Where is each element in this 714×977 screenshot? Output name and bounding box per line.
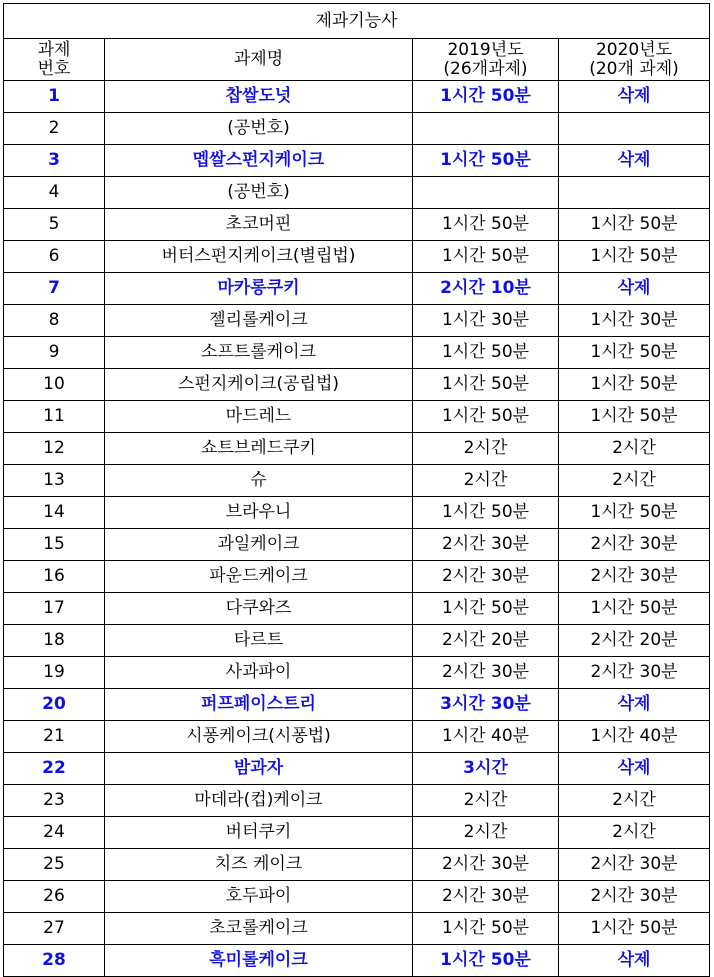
task-number-cell: 9	[4, 337, 105, 369]
task-number-cell: 17	[4, 593, 105, 625]
table-row	[4, 209, 710, 241]
task-number-cell: 18	[4, 625, 105, 657]
table-row	[4, 401, 710, 433]
time-2020-cell: 1시간 40분	[559, 721, 710, 753]
time-2019-cell: 2시간 30분	[413, 849, 559, 881]
table-title: 제과기능사	[4, 4, 710, 39]
table-row	[4, 913, 710, 945]
time-2020-cell: 2시간 30분	[559, 849, 710, 881]
task-name-cell: 찹쌀도넛	[105, 81, 413, 113]
task-number-cell: 20	[4, 689, 105, 721]
table-row	[4, 241, 710, 273]
time-2019-cell: 1시간 50분	[413, 497, 559, 529]
header-task-number-line2: 번호	[37, 58, 71, 79]
time-2020-cell: 2시간 30분	[559, 657, 710, 689]
table-row	[4, 81, 710, 113]
table-header-row	[4, 39, 710, 81]
table-row	[4, 113, 710, 145]
table-row	[4, 753, 710, 785]
header-2019-line1: 2019년도	[447, 39, 524, 60]
time-2019-cell: 1시간 40분	[413, 721, 559, 753]
task-name-cell: 마카롱쿠키	[105, 273, 413, 305]
time-2019-cell: 3시간	[413, 753, 559, 785]
task-number-cell: 15	[4, 529, 105, 561]
header-2020-line1: 2020년도	[595, 39, 673, 60]
task-name-cell: 젤리롤케이크	[105, 305, 413, 337]
time-2019-cell: 1시간 50분	[413, 401, 559, 433]
time-2020-cell: 삭제	[559, 753, 710, 785]
table-row	[4, 497, 710, 529]
task-number-cell: 7	[4, 273, 105, 305]
time-2019-cell: 1시간 50분	[413, 369, 559, 401]
time-2020-cell	[559, 113, 710, 145]
exam-task-table	[3, 3, 710, 977]
header-task-number-line1: 과제	[37, 39, 71, 60]
task-number-cell: 11	[4, 401, 105, 433]
table-row	[4, 337, 710, 369]
task-number-cell: 2	[4, 113, 105, 145]
time-2019-cell: 2시간 30분	[413, 529, 559, 561]
time-2020-cell: 2시간 30분	[559, 881, 710, 913]
time-2020-cell: 1시간 50분	[559, 241, 710, 273]
header-2019	[413, 39, 559, 81]
task-number-cell: 12	[4, 433, 105, 465]
task-number-cell: 25	[4, 849, 105, 881]
time-2020-cell: 2시간 30분	[559, 529, 710, 561]
task-name-cell: 시퐁케이크(시퐁법)	[105, 721, 413, 753]
task-name-cell: 치즈 케이크	[105, 849, 413, 881]
time-2019-cell: 2시간 10분	[413, 273, 559, 305]
time-2019-cell: 2시간 30분	[413, 657, 559, 689]
time-2019-cell: 2시간	[413, 817, 559, 849]
header-2020-line2: (20개 과제)	[589, 58, 679, 79]
time-2020-cell: 1시간 50분	[559, 913, 710, 945]
time-2019-cell: 2시간 20분	[413, 625, 559, 657]
task-name-cell: 과일케이크	[105, 529, 413, 561]
time-2019-cell: 1시간 50분	[413, 81, 559, 113]
task-number-cell: 16	[4, 561, 105, 593]
table-row	[4, 689, 710, 721]
task-number-cell: 27	[4, 913, 105, 945]
task-name-cell: 버터스펀지케이크(별립법)	[105, 241, 413, 273]
task-number-cell: 10	[4, 369, 105, 401]
table-row	[4, 657, 710, 689]
time-2019-cell: 1시간 50분	[413, 593, 559, 625]
time-2020-cell: 2시간 30분	[559, 561, 710, 593]
task-name-cell: 사과파이	[105, 657, 413, 689]
table-row	[4, 721, 710, 753]
task-name-cell: 초코머핀	[105, 209, 413, 241]
task-number-cell: 1	[4, 81, 105, 113]
table-row	[4, 945, 710, 977]
time-2020-cell: 1시간 50분	[559, 593, 710, 625]
task-name-cell: 소프트롤케이크	[105, 337, 413, 369]
table-row	[4, 625, 710, 657]
task-name-cell: 호두파이	[105, 881, 413, 913]
table-row	[4, 369, 710, 401]
task-name-cell: 마드레느	[105, 401, 413, 433]
table-row	[4, 561, 710, 593]
table-row	[4, 305, 710, 337]
header-2019-line2: (26개과제)	[443, 58, 528, 79]
time-2019-cell: 2시간	[413, 433, 559, 465]
task-name-cell: 브라우니	[105, 497, 413, 529]
time-2020-cell	[559, 177, 710, 209]
task-number-cell: 21	[4, 721, 105, 753]
task-number-cell: 6	[4, 241, 105, 273]
table-row	[4, 593, 710, 625]
time-2019-cell	[413, 113, 559, 145]
time-2019-cell	[413, 177, 559, 209]
task-number-cell: 26	[4, 881, 105, 913]
time-2020-cell: 2시간 20분	[559, 625, 710, 657]
task-number-cell: 3	[4, 145, 105, 177]
task-name-cell: (공번호)	[105, 113, 413, 145]
table-row	[4, 785, 710, 817]
task-number-cell: 22	[4, 753, 105, 785]
time-2019-cell: 1시간 50분	[413, 337, 559, 369]
task-name-cell: 스펀지케이크(공립법)	[105, 369, 413, 401]
time-2020-cell: 2시간	[559, 817, 710, 849]
task-number-cell: 28	[4, 945, 105, 977]
task-number-cell: 24	[4, 817, 105, 849]
task-name-cell: 다쿠와즈	[105, 593, 413, 625]
task-name-cell: 버터쿠키	[105, 817, 413, 849]
task-name-cell: 마데라(컵)케이크	[105, 785, 413, 817]
time-2020-cell: 2시간	[559, 465, 710, 497]
time-2020-cell: 2시간	[559, 785, 710, 817]
time-2019-cell: 1시간 50분	[413, 945, 559, 977]
task-name-cell: 파운드케이크	[105, 561, 413, 593]
time-2019-cell: 1시간 50분	[413, 209, 559, 241]
time-2020-cell: 삭제	[559, 273, 710, 305]
time-2019-cell: 1시간 30분	[413, 305, 559, 337]
task-name-cell: 쇼트브레드쿠키	[105, 433, 413, 465]
time-2020-cell: 삭제	[559, 689, 710, 721]
task-number-cell: 4	[4, 177, 105, 209]
time-2020-cell: 1시간 50분	[559, 369, 710, 401]
time-2019-cell: 2시간	[413, 465, 559, 497]
time-2020-cell: 삭제	[559, 945, 710, 977]
time-2020-cell: 1시간 50분	[559, 401, 710, 433]
task-number-cell: 14	[4, 497, 105, 529]
table-row	[4, 433, 710, 465]
task-name-cell: 퍼프페이스트리	[105, 689, 413, 721]
table-row	[4, 881, 710, 913]
time-2019-cell: 1시간 50분	[413, 913, 559, 945]
table-row	[4, 177, 710, 209]
time-2020-cell: 1시간 50분	[559, 209, 710, 241]
task-name-cell: 슈	[105, 465, 413, 497]
task-number-cell: 19	[4, 657, 105, 689]
time-2020-cell: 삭제	[559, 81, 710, 113]
table-row	[4, 529, 710, 561]
time-2019-cell: 2시간 30분	[413, 561, 559, 593]
time-2019-cell: 2시간	[413, 785, 559, 817]
time-2020-cell: 1시간 50분	[559, 497, 710, 529]
time-2019-cell: 1시간 50분	[413, 145, 559, 177]
time-2020-cell: 2시간	[559, 433, 710, 465]
time-2020-cell: 1시간 50분	[559, 337, 710, 369]
task-name-cell: 멥쌀스펀지케이크	[105, 145, 413, 177]
table-row	[4, 145, 710, 177]
task-number-cell: 5	[4, 209, 105, 241]
time-2020-cell: 1시간 30분	[559, 305, 710, 337]
table-row	[4, 465, 710, 497]
task-name-cell: 초코롤케이크	[105, 913, 413, 945]
task-number-cell: 13	[4, 465, 105, 497]
time-2019-cell: 2시간 30분	[413, 881, 559, 913]
task-name-cell: (공번호)	[105, 177, 413, 209]
task-name-cell: 밤과자	[105, 753, 413, 785]
time-2020-cell: 삭제	[559, 145, 710, 177]
time-2019-cell: 3시간 30분	[413, 689, 559, 721]
table-title-row	[4, 4, 710, 39]
header-2020	[559, 39, 710, 81]
table-row	[4, 273, 710, 305]
task-number-cell: 8	[4, 305, 105, 337]
time-2019-cell: 1시간 50분	[413, 241, 559, 273]
task-number-cell: 23	[4, 785, 105, 817]
task-name-cell: 흑미롤케이크	[105, 945, 413, 977]
table-row	[4, 817, 710, 849]
task-name-cell: 타르트	[105, 625, 413, 657]
header-task-number	[4, 39, 105, 81]
header-task-name: 과제명	[105, 39, 413, 81]
table-row	[4, 849, 710, 881]
